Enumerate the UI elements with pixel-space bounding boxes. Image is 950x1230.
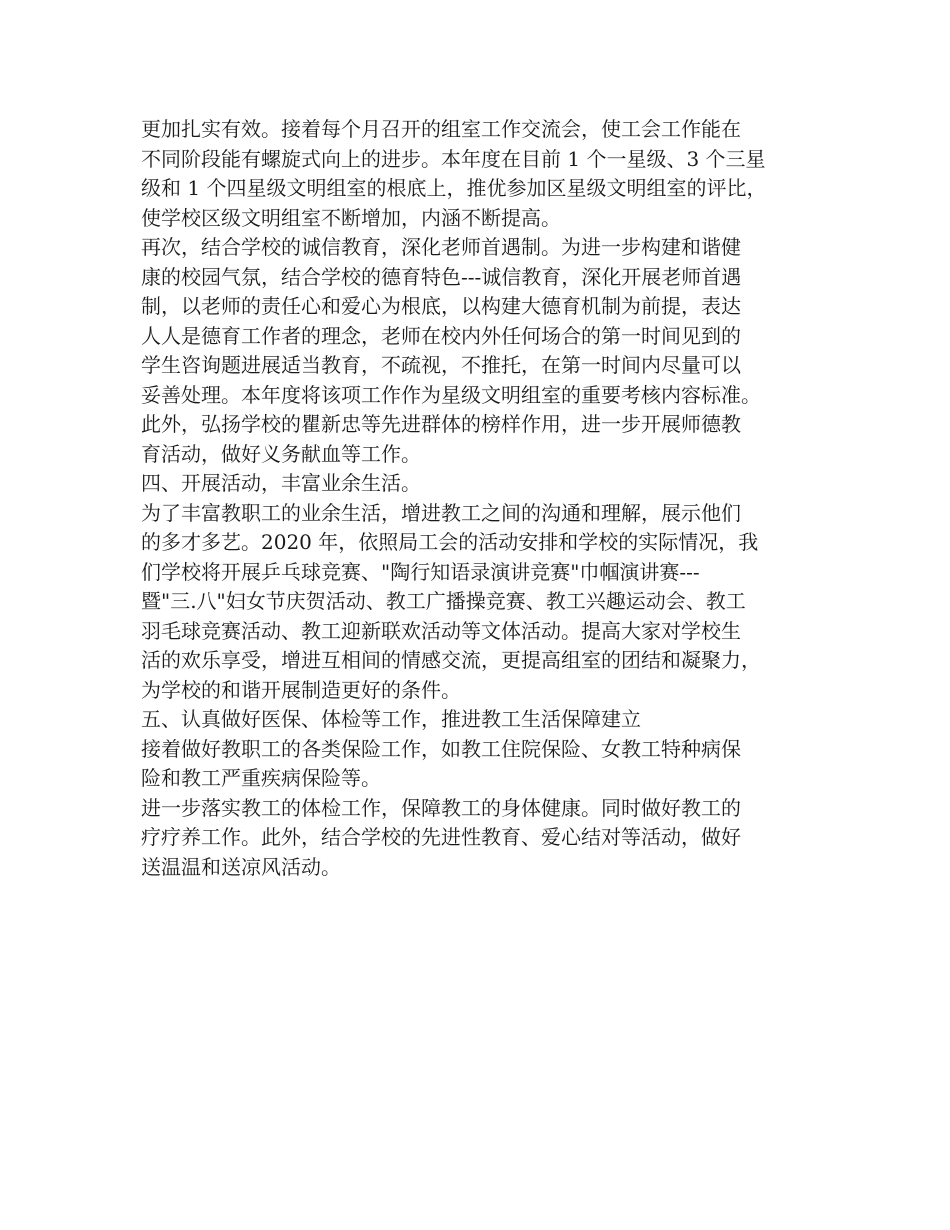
text-line: 此外，弘扬学校的瞿新忠等先进群体的榜样作用，进一步开展师德教: [141, 412, 741, 436]
text-line: 级和 1 个四星级文明组室的根底上，推优参加区星级文明组室的评比，: [141, 176, 767, 200]
text-line: 进一步落实教工的体检工作，保障教工的身体健康。同时做好教工的: [141, 795, 741, 820]
paragraph-5: [141, 794, 831, 883]
text-line: 羽毛球竞赛活动、教工迎新联欢活动等文体活动。提高大家对学校生: [141, 618, 741, 643]
text-line: 育活动，做好义务献血等工作。: [141, 441, 421, 466]
section-heading-4: [141, 469, 831, 499]
text-line: 制，以老师的责任心和爱心为根底，以构建大德育机制为前提，表达: [141, 294, 741, 318]
text-line: 不同阶段能有螺旋式向上的进步。本年度在目前 1 个一星级、3 个三星: [141, 146, 766, 171]
text-line: 妥善处理。本年度将该项工作作为星级文明组室的重要考核内容标准。: [141, 382, 761, 407]
text-line: 康的校园气氛，结合学校的德育特色---诚信教育，深化开展老师首遇: [141, 264, 742, 289]
heading-line: 四、开展活动，丰富业余生活。: [141, 471, 421, 495]
text-line: 更加扎实有效。接着每个月召开的组室工作交流会，使工会工作能在: [141, 117, 741, 141]
text-line: 疗疗养工作。此外，结合学校的先进性教育、爱心结对等活动，做好: [141, 825, 741, 849]
text-line: 送温温和送凉风活动。: [141, 854, 341, 879]
text-line: 人人是德育工作者的理念，老师在校内外任何场合的第一时间见到的: [141, 323, 741, 348]
text-line: 为了丰富教职工的业余生活，增进教工之间的沟通和理解，展示他们: [141, 500, 741, 525]
text-line: 暨"三.八"妇女节庆贺活动、教工广播操竞赛、教工兴趣运动会、教工: [141, 589, 746, 613]
text-line: 学生咨询题进展适当教育，不疏视，不推托，在第一时间内尽量可以: [141, 353, 741, 377]
paragraph-2: [141, 233, 831, 469]
document-body: [141, 115, 831, 882]
text-line: 的多才多艺。2020 年，依照局工会的活动安排和学校的实际情况，我: [141, 530, 759, 554]
text-line: 险和教工严重疾病保险等。: [141, 766, 381, 790]
heading-line: 五、认真做好医保、体检等工作，推进教工生活保障建立: [141, 707, 641, 731]
text-line: 使学校区级文明组室不断增加，内涵不断提高。: [141, 205, 561, 230]
text-line: 为学校的和谐开展制造更好的条件。: [141, 677, 461, 702]
paragraph-4: [141, 735, 831, 794]
text-line: 活的欢乐享受，增进互相间的情感交流，更提高组室的团结和凝聚力，: [141, 648, 761, 672]
text-line: 接着做好教职工的各类保险工作，如教工住院保险、女教工特种病保: [141, 736, 741, 761]
paragraph-1: [141, 115, 831, 233]
paragraph-3: [141, 499, 831, 706]
section-heading-5: [141, 705, 831, 735]
text-line: 再次，结合学校的诚信教育，深化老师首遇制。为进一步构建和谐健: [141, 235, 741, 259]
text-line: 们学校将开展乒乓球竞赛、"陶行知语录演讲竞赛"巾帼演讲赛---: [141, 559, 700, 584]
